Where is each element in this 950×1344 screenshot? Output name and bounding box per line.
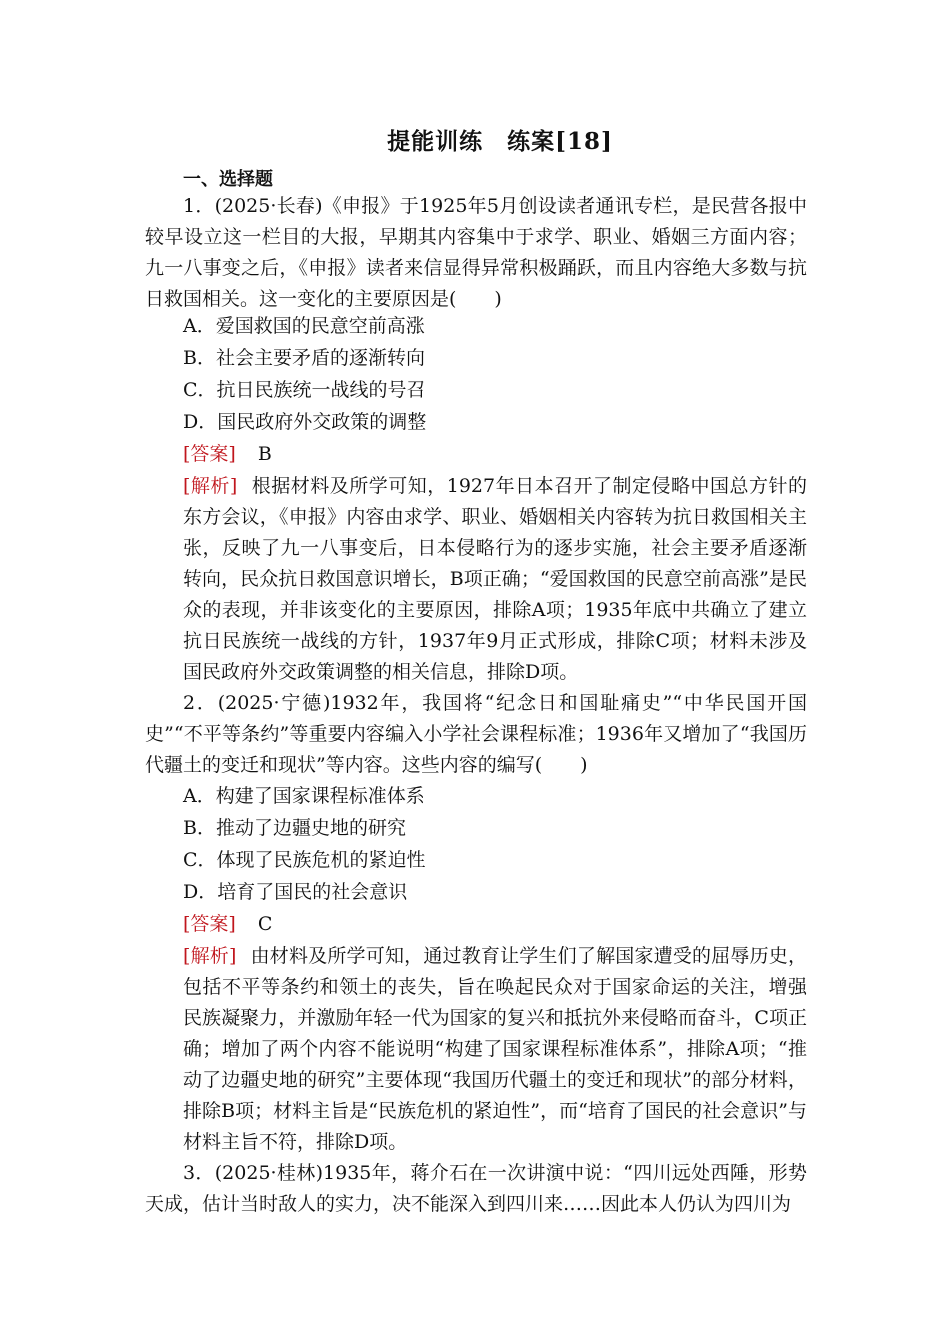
question-2-option-a: A．构建了国家课程标准体系: [183, 785, 425, 807]
analysis-label: [解析]: [183, 945, 237, 967]
analysis-text: 根据材料及所学可知，1927年日本召开了制定侵略中国总方针的东方会议，《申报》内容由求学、职业、婚姻相关内容转为抗日救国相关主张，反映了九一八事变后，日本侵略行为的逐步实施，社会主要矛盾逐渐转向，民众抗日救国意识增长，B项正确；“爱国救国的民意空前高涨”是民众的表现，并非该变化的主要原因，排除A项；1935年底中共确立了建立抗日民族统一战线的方针，1937年9月正式形成，排除C项；材料未涉及国民政府外交政策调整的相关信息，排除D项。: [183, 475, 807, 683]
question-2-analysis: [145, 941, 807, 1158]
question-1-answer: [183, 439, 272, 470]
section-heading: 一、选择题: [183, 169, 273, 190]
question-1-stem: 1．(2025·长春)《申报》于1925年5月创设读者通讯专栏，是民营各报中较早设立这一栏目的大报，早期其内容集中于求学、职业、婚姻三方面内容；九一八事变之后，《申报》读者来信显得异常积极踊跃，而且内容绝大多数与抗日救国相关。这一变化的主要原因是( ): [145, 195, 807, 310]
question-2-option-c: C．体现了民族危机的紧迫性: [183, 849, 426, 871]
question-1-analysis: [145, 471, 807, 688]
answer-value: C: [257, 913, 273, 935]
answer-label: [答案]: [183, 443, 236, 465]
question-1-option-a: A．爱国救国的民意空前高涨: [183, 315, 425, 337]
analysis-text: 由材料及所学可知，通过教育让学生们了解国家遭受的屈辱历史，包括不平等条约和领土的丧失，旨在唤起民众对于国家命运的关注，增强民族凝聚力，并激励年轻一代为国家的复兴和抵抗外来侵略而奋斗，C项正确；增加了两个内容不能说明“构建了国家课程标准体系”，排除A项；“推动了边疆史地的研究”主要体现“我国历代疆土的变迁和现状”的部分材料，排除B项；材料主旨是“民族危机的紧迫性”，而“培育了国民的社会意识”与材料主旨不符，排除D项。: [183, 945, 807, 1153]
answer-value: B: [257, 443, 272, 465]
answer-label: [答案]: [183, 913, 236, 935]
page-title: 提能训练 练案[18]: [387, 128, 613, 155]
question-2-option-b: B．推动了边疆史地的研究: [183, 817, 406, 839]
question-1-option-d: D．国民政府外交政策的调整: [183, 411, 427, 433]
question-3-stem: 3．(2025·桂林)1935年，蒋介石在一次讲演中说：“四川远处西陲，形势天成，估计当时敌人的实力，决不能深入到四川来……因此本人仍认为四川为: [145, 1162, 807, 1215]
question-2-option-d: D．培育了国民的社会意识: [183, 881, 408, 903]
question-2-stem: 2．(2025·宁德)1932年，我国将“纪念日和国耻痛史”“中华民国开国史”“不平等条约”等重要内容编入小学社会课程标准；1936年又增加了“我国历代疆土的变迁和现状”等内容。这些内容的编写( ): [145, 692, 807, 776]
question-1-option-b: B．社会主要矛盾的逐渐转向: [183, 347, 425, 369]
analysis-label: [解析]: [183, 475, 238, 497]
question-2-answer: [183, 909, 272, 940]
question-1-option-c: C．抗日民族统一战线的号召: [183, 379, 426, 401]
